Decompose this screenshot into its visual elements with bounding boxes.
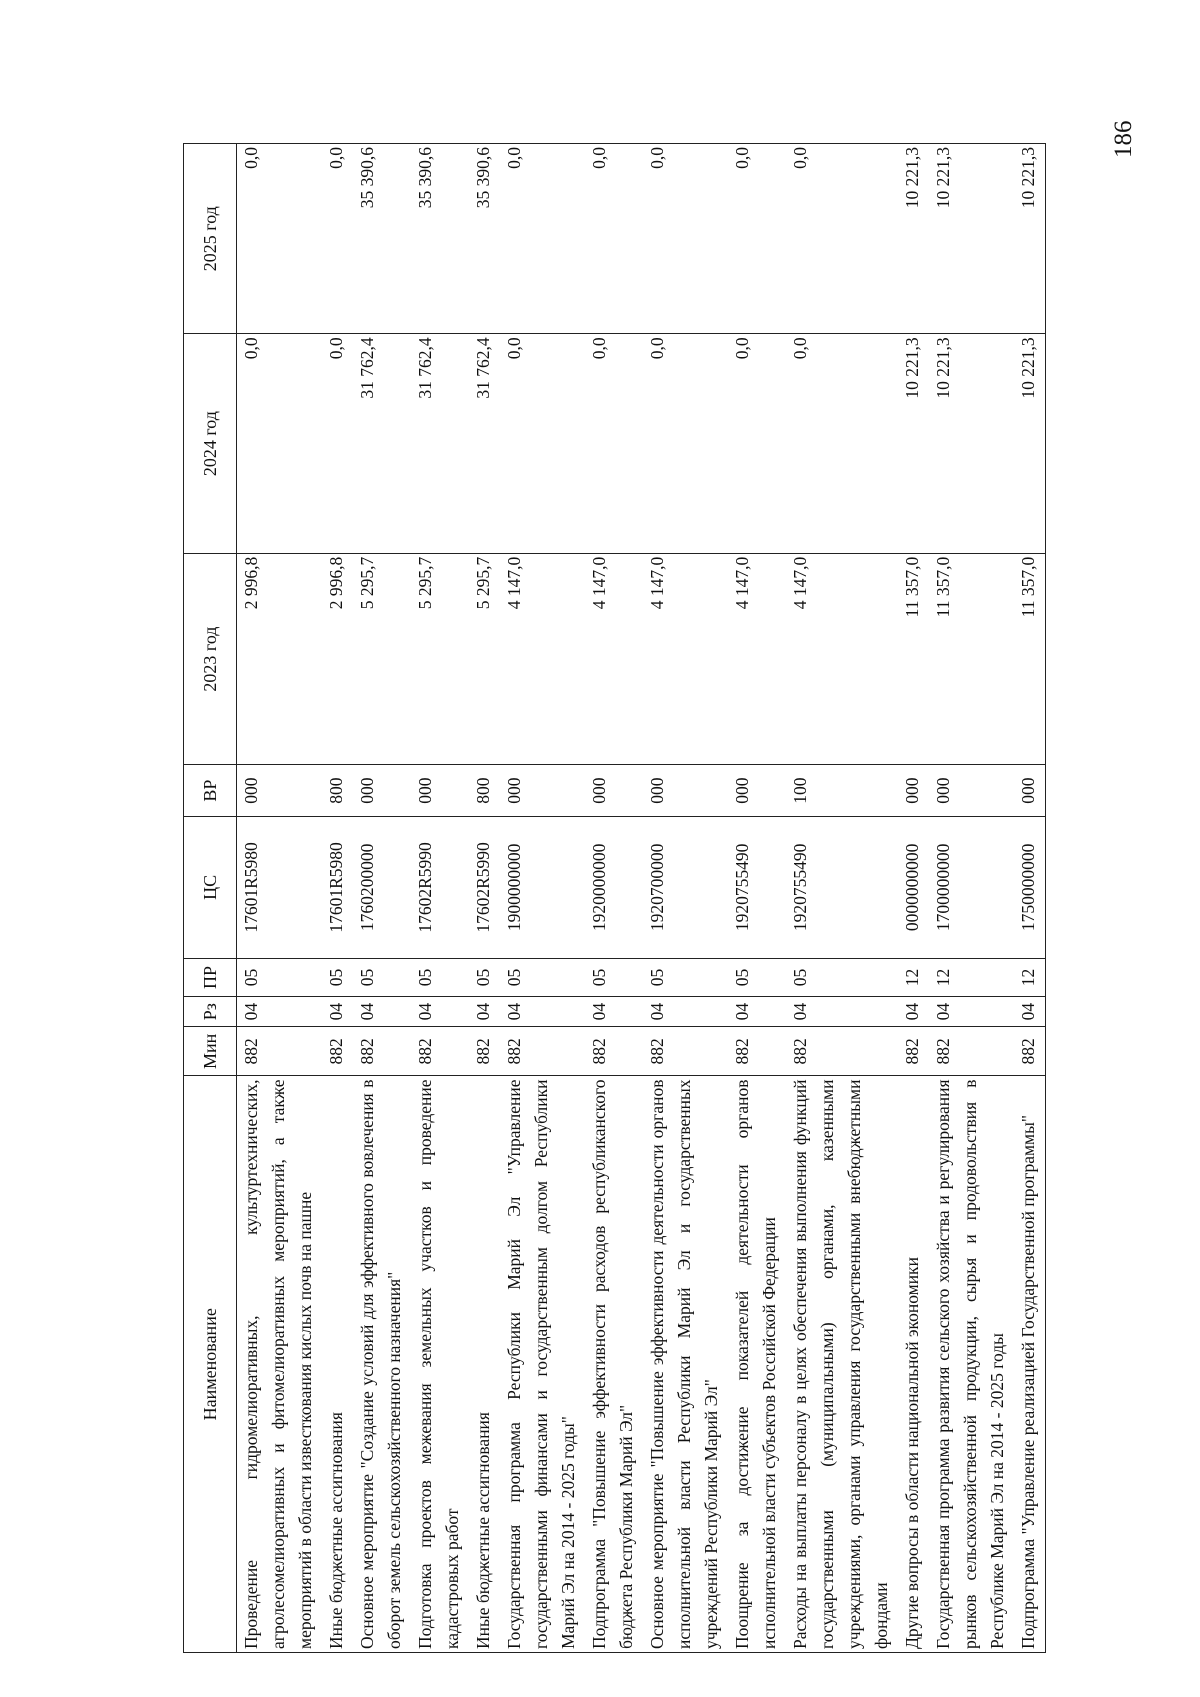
row-rz: 04 [1014,997,1046,1027]
page-number: 186 [1110,120,1137,158]
row-2025: 0,0 [786,144,898,334]
row-min: 882 [469,1027,500,1076]
row-rz: 04 [353,997,411,1027]
row-name: Основное мероприятие "Повышение эффективности деятельности органов исполнительной власти Республики Марий Эл и государственных учреждений Республики Марий Эл" [643,1076,728,1653]
row-2023: 11 357,0 [898,553,929,765]
row-2025: 35 390,6 [469,144,500,334]
header-name: Наименование [184,1076,237,1653]
row-cs: 1900000000 [500,816,585,958]
header-row [184,144,237,1653]
row-pr: 05 [786,958,898,996]
row-min: 882 [898,1027,929,1076]
row-2025: 35 390,6 [411,144,469,334]
row-cs: 1760200000 [353,816,411,958]
row-name: Иные бюджетные ассигнования [322,1076,353,1653]
row-pr: 12 [929,958,1014,996]
row-rz: 04 [929,997,1014,1027]
row-2024: 10 221,3 [898,334,929,553]
row-2023: 4 147,0 [500,553,585,765]
row-vr: 000 [500,765,585,816]
row-rz: 04 [728,997,786,1027]
row-vr: 100 [786,765,898,816]
row-2023: 5 295,7 [469,553,500,765]
row-name: Подпрограмма "Управление реализацией Государственной программы" [1014,1076,1046,1653]
row-vr: 000 [728,765,786,816]
row-name: Другие вопросы в области национальной экономики [898,1076,929,1653]
table-row [469,144,500,1653]
row-2024: 0,0 [500,334,585,553]
row-2024: 31 762,4 [411,334,469,553]
row-cs: 1920755490 [786,816,898,958]
row-2025: 10 221,3 [929,144,1014,334]
row-vr: 000 [353,765,411,816]
row-rz: 04 [643,997,728,1027]
row-2023: 2 996,8 [322,553,353,765]
row-2024: 0,0 [585,334,643,553]
row-pr: 05 [353,958,411,996]
row-2025: 0,0 [322,144,353,334]
row-2023: 11 357,0 [929,553,1014,765]
row-rz: 04 [786,997,898,1027]
row-pr: 05 [469,958,500,996]
table-row [1014,144,1046,1653]
row-vr: 000 [411,765,469,816]
row-name: Подготовка проектов межевания земельных участков и проведение кадастровых работ [411,1076,469,1653]
row-2025: 0,0 [728,144,786,334]
row-cs: 17602R5990 [469,816,500,958]
header-pr: ПР [184,958,237,996]
row-2023: 5 295,7 [353,553,411,765]
row-name: Иные бюджетные ассигнования [469,1076,500,1653]
row-2025: 10 221,3 [1014,144,1046,334]
row-2023: 4 147,0 [585,553,643,765]
row-cs: 17602R5990 [411,816,469,958]
row-name: Государственная программа развития сельского хозяйства и регулирования рынков сельскохозяйственной продукции, сырья и продовольствия в Республике Марий Эл на 2014 - 2025 годы [929,1076,1014,1653]
row-min: 882 [929,1027,1014,1076]
header-2023: 2023 год [184,553,237,765]
row-min: 882 [585,1027,643,1076]
row-2025: 0,0 [585,144,643,334]
row-name: Поощрение за достижение показателей деятельности органов исполнительной власти субъектов Российской Федерации [728,1076,786,1653]
header-rz: Рз [184,997,237,1027]
row-2025: 0,0 [237,144,323,334]
table-row [929,144,1014,1653]
row-2024: 0,0 [643,334,728,553]
row-cs: 1920000000 [585,816,643,958]
table-row [585,144,643,1653]
table-row [411,144,469,1653]
header-min: Мин [184,1027,237,1076]
table-row [898,144,929,1653]
row-min: 882 [322,1027,353,1076]
row-2024: 0,0 [728,334,786,553]
row-2024: 10 221,3 [929,334,1014,553]
row-min: 882 [786,1027,898,1076]
row-2024: 0,0 [322,334,353,553]
row-pr: 05 [322,958,353,996]
row-2024: 0,0 [237,334,323,553]
budget-table-container [183,143,1046,1653]
row-2024: 31 762,4 [353,334,411,553]
row-2023: 4 147,0 [643,553,728,765]
header-2025: 2025 год [184,144,237,334]
row-2024: 31 762,4 [469,334,500,553]
row-pr: 05 [237,958,323,996]
row-pr: 05 [411,958,469,996]
row-pr: 12 [898,958,929,996]
table-row [322,144,353,1653]
row-cs: 1920700000 [643,816,728,958]
row-cs: 1920755490 [728,816,786,958]
row-name: Расходы на выплаты персоналу в целях обеспечения выполнения функций государственными (муниципальными) органами, казенными учреждениями, органами управления государственными внебюджетными фондами [786,1076,898,1653]
table-header [184,144,237,1653]
row-pr: 12 [1014,958,1046,996]
row-name: Основное мероприятие "Создание условий для эффективного вовлечения в оборот земель сельскохозяйственного назначения" [353,1076,411,1653]
row-2023: 4 147,0 [728,553,786,765]
row-rz: 04 [411,997,469,1027]
table-row [500,144,585,1653]
row-cs: 1700000000 [929,816,1014,958]
row-vr: 000 [585,765,643,816]
row-rz: 04 [469,997,500,1027]
row-2025: 0,0 [643,144,728,334]
row-cs: 17601R5980 [237,816,323,958]
header-vr: ВР [184,765,237,816]
table-row [728,144,786,1653]
row-cs: 17601R5980 [322,816,353,958]
row-rz: 04 [898,997,929,1027]
row-name: Проведение гидромелиоративных, культуртехнических, агролесомелиоративных и фитомелиоративных мероприятий, а также мероприятий в области известкования кислых почв на пашне [237,1076,323,1653]
table-row [786,144,898,1653]
row-2025: 35 390,6 [353,144,411,334]
row-pr: 05 [728,958,786,996]
row-vr: 000 [237,765,323,816]
row-2024: 0,0 [786,334,898,553]
table-row [643,144,728,1653]
row-min: 882 [237,1027,323,1076]
row-min: 882 [353,1027,411,1076]
row-min: 882 [643,1027,728,1076]
budget-table [183,143,1046,1653]
row-2023: 5 295,7 [411,553,469,765]
row-name: Государственная программа Республики Марий Эл "Управление государственными финансами и государственным долгом Республики Марий Эл на 2014 - 2025 годы" [500,1076,585,1653]
row-2023: 2 996,8 [237,553,323,765]
row-vr: 000 [898,765,929,816]
row-rz: 04 [237,997,323,1027]
row-min: 882 [1014,1027,1046,1076]
header-cs: ЦС [184,816,237,958]
row-pr: 05 [643,958,728,996]
row-vr: 000 [929,765,1014,816]
header-2024: 2024 год [184,334,237,553]
row-min: 882 [728,1027,786,1076]
row-2025: 0,0 [500,144,585,334]
row-2024: 10 221,3 [1014,334,1046,553]
row-2025: 10 221,3 [898,144,929,334]
row-rz: 04 [322,997,353,1027]
row-cs: 0000000000 [898,816,929,958]
row-vr: 000 [643,765,728,816]
row-min: 882 [411,1027,469,1076]
row-name: Подпрограмма "Повышение эффективности расходов республиканского бюджета Республики Марий Эл" [585,1076,643,1653]
row-rz: 04 [500,997,585,1027]
row-2023: 4 147,0 [786,553,898,765]
row-rz: 04 [585,997,643,1027]
row-2023: 11 357,0 [1014,553,1046,765]
row-vr: 800 [469,765,500,816]
row-vr: 000 [1014,765,1046,816]
table-body [237,144,1046,1653]
table-row [353,144,411,1653]
row-pr: 05 [500,958,585,996]
row-vr: 800 [322,765,353,816]
row-pr: 05 [585,958,643,996]
row-min: 882 [500,1027,585,1076]
table-row [237,144,323,1653]
row-cs: 1750000000 [1014,816,1046,958]
